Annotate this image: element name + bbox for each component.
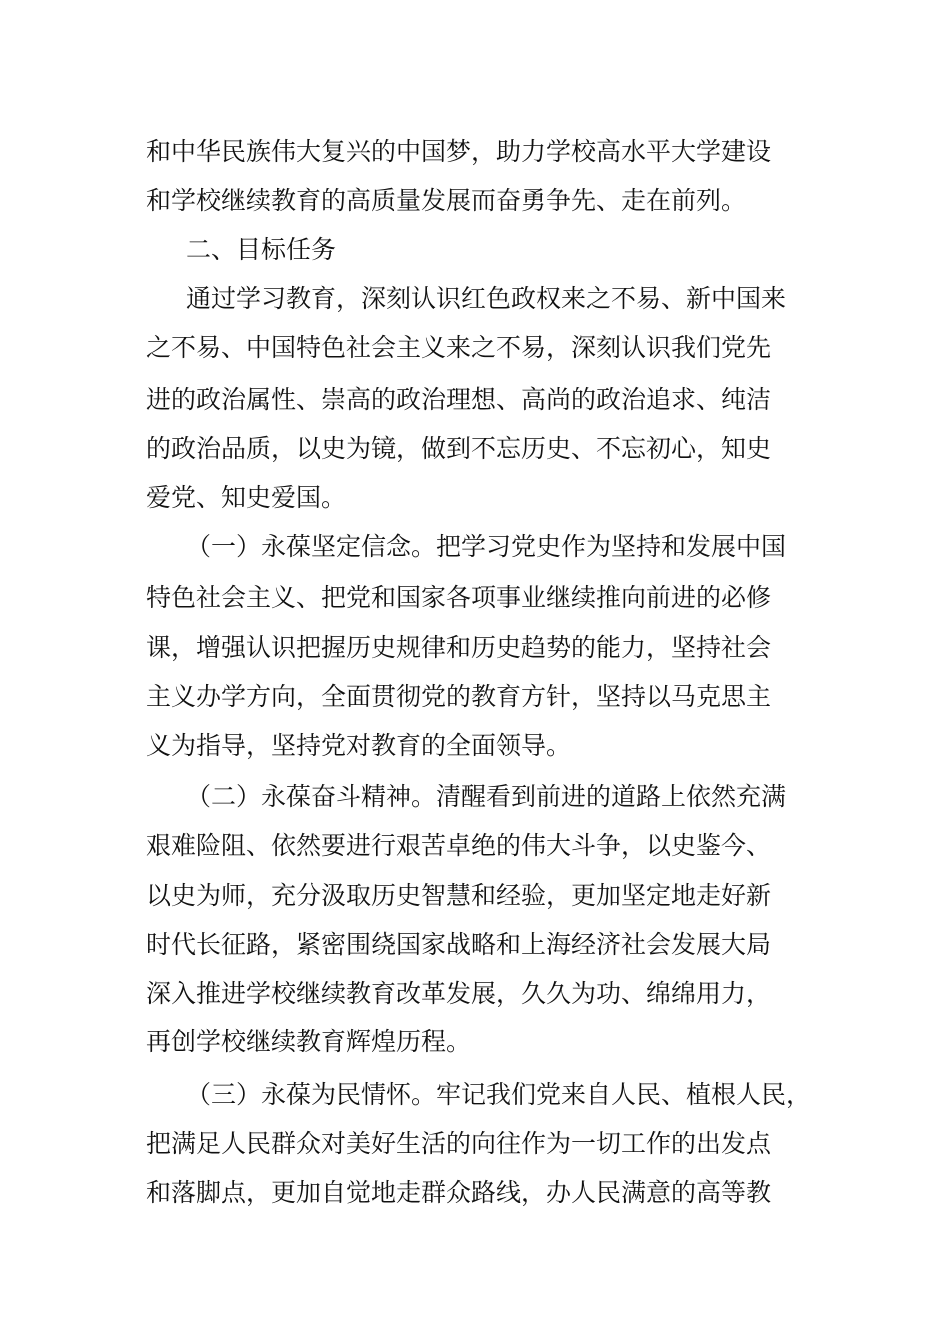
text-line: 通过学习教育，深刻认识红色政权来之不易、新中国来 xyxy=(186,284,787,313)
text-line: 爱党、知史爱国。 xyxy=(146,483,347,512)
text-line: 义为指导，坚持党对教育的全面领导。 xyxy=(146,731,572,760)
text-line: 课，增强认识把握历史规律和历史趋势的能力，坚持社会 xyxy=(146,633,772,662)
text-line: 再创学校继续教育辉煌历程。 xyxy=(146,1027,472,1056)
text-line: 把满足人民群众对美好生活的向往作为一切工作的出发点 xyxy=(146,1129,772,1158)
section-heading: 二、目标任务 xyxy=(186,235,337,264)
text-line: 和中华民族伟大复兴的中国梦，助力学校高水平大学建设 xyxy=(146,137,772,166)
text-line: 的政治品质，以史为镜，做到不忘历史、不忘初心，知史 xyxy=(146,434,772,463)
text-line: 主义办学方向，全面贯彻党的教育方针，坚持以马克思主 xyxy=(146,682,772,711)
text-line: 深入推进学校继续教育改革发展，久久为功、绵绵用力， xyxy=(146,979,772,1008)
text-line: 之不易、中国特色社会主义来之不易，深刻认识我们党先 xyxy=(146,333,772,362)
text-line: （三）永葆为民情怀。牢记我们党来自人民、植根人民， xyxy=(186,1080,812,1109)
text-line: （二）永葆奋斗精神。清醒看到前进的道路上依然充满 xyxy=(186,782,787,811)
text-line: （一）永葆坚定信念。把学习党史作为坚持和发展中国 xyxy=(186,532,787,561)
text-line: 进的政治属性、崇高的政治理想、高尚的政治追求、纯洁 xyxy=(146,385,772,414)
text-line: 和学校继续教育的高质量发展而奋勇争先、走在前列。 xyxy=(146,186,747,215)
text-line: 艰难险阻、依然要进行艰苦卓绝的伟大斗争，以史鉴今、 xyxy=(146,831,772,860)
text-line: 特色社会主义、把党和国家各项事业继续推向前进的必修 xyxy=(146,583,772,612)
text-line: 和落脚点，更加自觉地走群众路线，办人民满意的高等教 xyxy=(146,1178,772,1207)
text-line: 以史为师，充分汲取历史智慧和经验，更加坚定地走好新 xyxy=(146,881,772,910)
text-line: 时代长征路，紧密围绕国家战略和上海经济社会发展大局 xyxy=(146,930,772,959)
